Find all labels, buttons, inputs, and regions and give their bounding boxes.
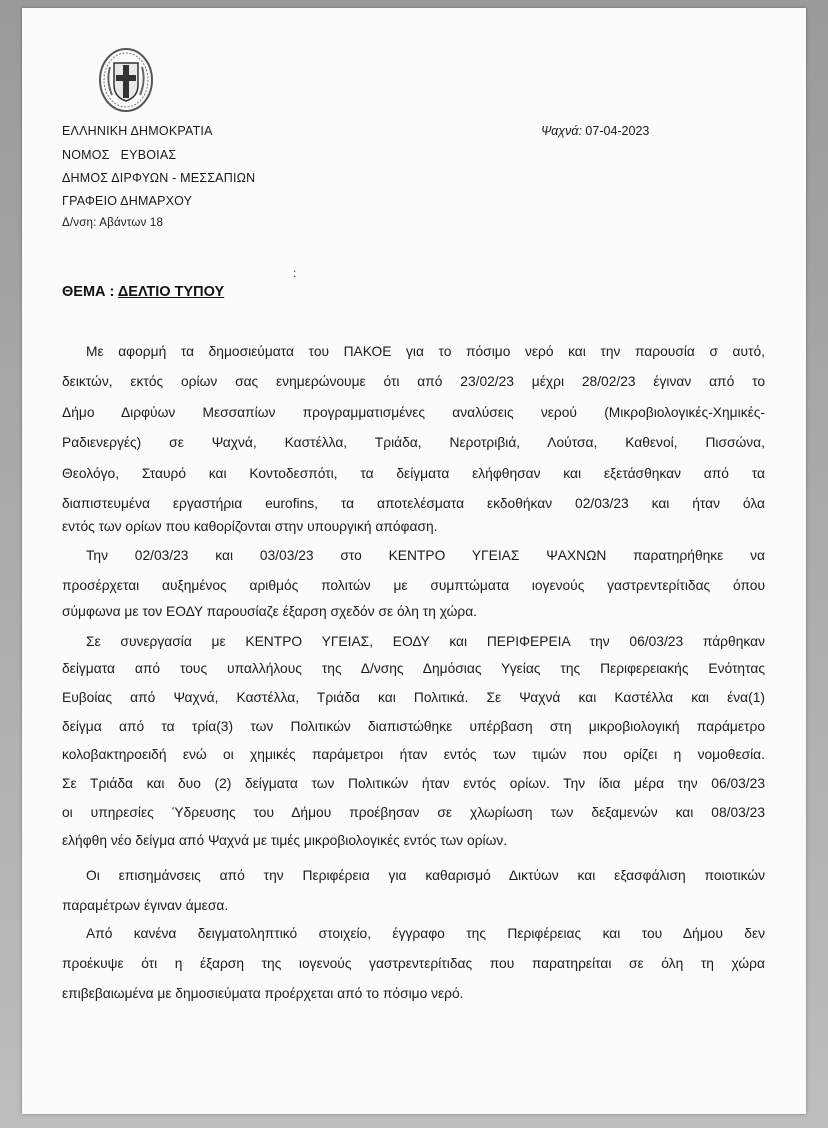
paragraph-line: Σε Τριάδα και δυο (2) δείγματα των Πολιτικών ήταν εντός ορίων. Την ίδια μέρα την 06/03/23 [62, 776, 765, 791]
paragraph-line: διαπιστευμένα εργαστήρια eurofins, τα αποτελέσματα εκδοθήκαν 02/03/23 και ήταν όλα [62, 496, 765, 511]
header-state: ΕΛΛΗΝΙΚΗ ΔΗΜΟΚΡΑΤΙΑ [62, 124, 213, 138]
subject-heading [62, 284, 224, 300]
header-address: Δ/νση: Αβάντων 18 [62, 217, 164, 229]
paragraph-line: οι υπηρεσίες Ύδρευσης του Δήμου προέβησαν σε χλωρίωση των δεξαμενών και 08/03/23 [62, 805, 765, 820]
paragraph-line: Ραδιενεργές) σε Ψαχνά, Καστέλλα, Τριάδα, Νεροτριβιά, Λούτσα, Καθενοί, Πισσώνα, [62, 435, 765, 450]
paragraph-line: Θεολόγο, Σταυρό και Κοντοδεσπότι, τα δείγματα ελήφθησαν και εξετάσθηκαν από τα [62, 466, 765, 481]
paragraph-line: προσέρχεται αυξημένος αριθμός πολιτών με συμπτώματα ιογενούς γαστρεντερίτιδας όπου [62, 578, 765, 593]
paragraph-line: Οι επισημάνσεις από την Περιφέρεια για καθαρισμό Δικτύων και εξασφάλιση ποιοτικών [86, 868, 765, 883]
header-municipality: ΔΗΜΟΣ ΔΙΡΦΥΩΝ - ΜΕΣΣΑΠΙΩΝ [62, 171, 256, 185]
paragraph-line: κολοβακτηροειδή ενώ οι χημικές παράμετροι ήταν εντός των τιμών που ορίζει η νομοθεσία. [62, 747, 765, 762]
paragraph-line: σύμφωνα με τον ΕΟΔΥ παρουσίαζε έξαρση σχεδόν σε όλη τη χώρα. [62, 604, 478, 619]
document-date [541, 124, 649, 138]
paragraph-line: δεικτών, εκτός ορίων σας ενημερώνουμε ότι από 23/02/23 μέχρι 28/02/23 έγιναν από το [62, 374, 765, 389]
date-label: Ψαχνά: [541, 124, 582, 138]
paragraph-line: Σε συνεργασία με ΚΕΝΤΡΟ ΥΓΕΙΑΣ, ΕΟΔΥ και ΠΕΡΙΦΕΡΕΙΑ την 06/03/23 πάρθηκαν [86, 634, 765, 649]
header-office: ΓΡΑΦΕΙΟ ΔΗΜΑΡΧΟΥ [62, 194, 193, 208]
paragraph-line: Με αφορμή τα δημοσιεύματα του ΠΑΚΟΕ για το πόσιμο νερό και την παρουσία σ αυτό, [86, 344, 765, 359]
date-value: 07-04-2023 [585, 124, 650, 138]
paragraph-line: εντός των ορίων που καθορίζονται στην υπουργική απόφαση. [62, 519, 438, 534]
paragraph-line: Από κανένα δειγματοληπτικό στοιχείο, έγγραφο της Περιφέρειας και του Δήμου δεν [86, 926, 765, 941]
paragraph-line: Δήμο Διρφύων Μεσσαπίων προγραμματισμένες αναλύσεις νερού (Μικροβιολογικές-Χημικές- [62, 405, 765, 420]
subject-value: ΔΕΛΤΙΟ ΤΥΠΟΥ [117, 284, 225, 300]
paragraph-line: δείγματα από τους υπαλλήλους της Δ/νσης Δημόσιας Υγείας της Περιφερειακής Ενότητας [62, 661, 765, 676]
paragraph-line: παραμέτρων έγιναν άμεσα. [62, 898, 229, 913]
paragraph-line: επιβεβαιωμένα με δημοσιεύματα προέρχεται από το πόσιμο νερό. [62, 986, 464, 1001]
paragraph-line: ελήφθη νέο δείγμα από Ψαχνά με τιμές μικροβιολογικές εντός των ορίων. [62, 833, 508, 848]
coat-of-arms-emblem [98, 47, 154, 113]
paragraph-line: Ευβοίας από Ψαχνά, Καστέλλα, Τριάδα και Πολιτικά. Σε Ψαχνά και Καστέλλα και ένα(1) [62, 690, 765, 705]
paragraph-line: Την 02/03/23 και 03/03/23 στο ΚΕΝΤΡΟ ΥΓΕΙΑΣ ΨΑΧΝΩΝ παρατηρήθηκε να [86, 548, 765, 563]
paragraph-line: προέκυψε ότι η έξαρση της ιογενούς γαστρεντερίτιδας που παρατηρείται σε όλη τη χώρα [62, 956, 765, 971]
stray-mark: : [293, 266, 297, 280]
subject-label: ΘΕΜΑ : [62, 284, 118, 300]
header-prefecture: ΝΟΜΟΣ ΕΥΒΟΙΑΣ [62, 148, 177, 162]
paragraph-line: δείγμα από τα τρία(3) των Πολιτικών διαπιστώθηκε υπέρβαση στη μικροβιολογική παράμετρο [62, 719, 765, 734]
